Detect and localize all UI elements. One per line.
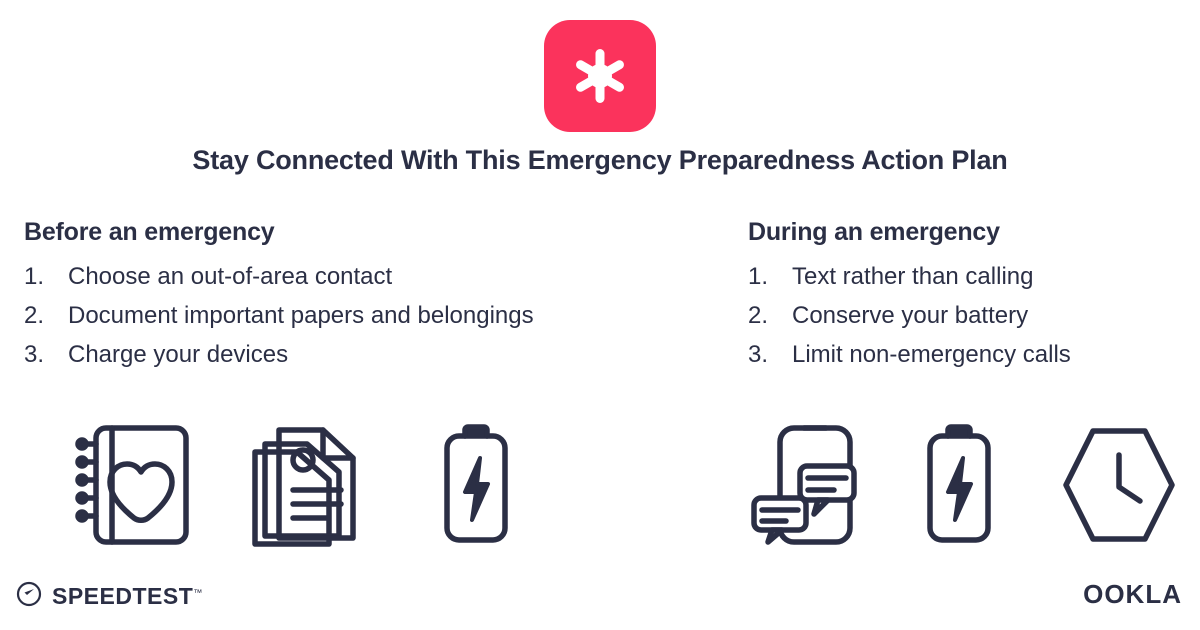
list-item: Choose an out-of-area contact (68, 263, 393, 290)
list-item: Conserve your battery (792, 302, 1029, 329)
speedtest-wordmark: SPEEDTEST™ (52, 583, 203, 609)
speedtest-gauge-icon (16, 581, 42, 612)
column-before-emergency (0, 218, 748, 374)
notebook-heart-icon (74, 420, 192, 550)
speedtest-badge (544, 20, 656, 132)
phone-message-icon (748, 420, 858, 550)
checklist-before (24, 257, 724, 374)
column-heading: During an emergency (748, 218, 1000, 246)
icon-row-during (748, 420, 1178, 550)
column-during-emergency (748, 218, 1200, 374)
list-item: Limit non-emergency calls (792, 341, 1071, 368)
ookla-logo (1083, 579, 1182, 610)
battery-charge-icon (417, 420, 534, 550)
columns-container (0, 218, 1200, 374)
badge-container (0, 20, 1200, 132)
speedtest-asterisk-icon (569, 45, 631, 107)
list-item: Charge your devices (68, 341, 289, 368)
column-heading: Before an emergency (24, 218, 275, 246)
battery-charge-icon (908, 420, 1010, 550)
icon-row-before (74, 420, 534, 550)
checklist-during (748, 257, 1176, 374)
list-item: Document important papers and belongings (68, 302, 534, 329)
hexagon-clock-icon (1060, 420, 1178, 550)
documents-stack-icon (246, 420, 363, 550)
trademark-symbol: ™ (193, 587, 203, 598)
ookla-wordmark: OOKLA (1083, 579, 1182, 609)
speedtest-logo (16, 581, 203, 612)
list-item: Text rather than calling (792, 263, 1034, 290)
page-title: Stay Connected With This Emergency Preparedness Action Plan (192, 145, 1008, 175)
